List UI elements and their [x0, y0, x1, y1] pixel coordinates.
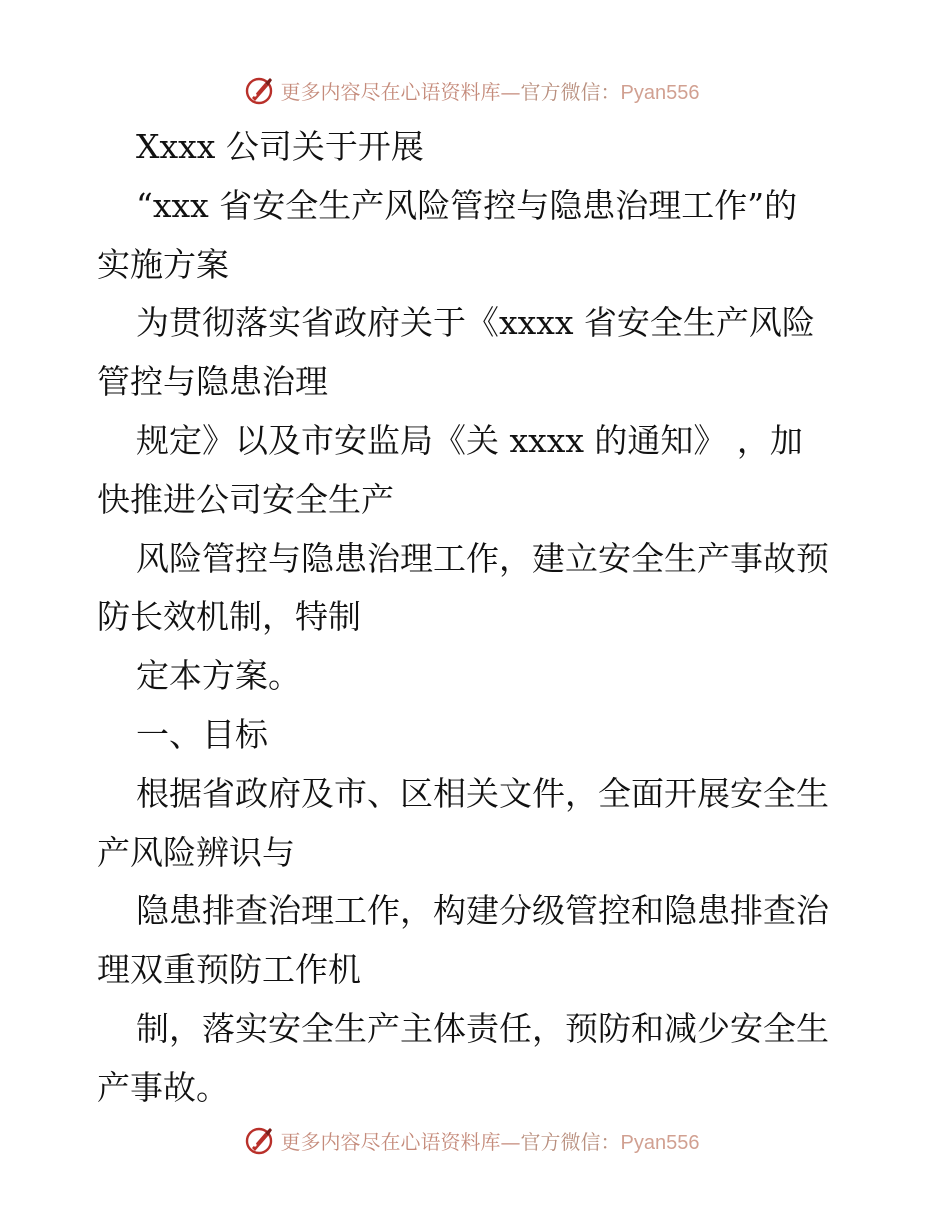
pen-nib-circle-logo-icon — [243, 74, 275, 106]
watermark-main-text: 更多内容尽在心语资料库 — [280, 79, 501, 104]
document-line: 管控与隐患治理 — [97, 362, 328, 402]
document-line: 产事故。 — [97, 1067, 229, 1107]
watermark-wechat-label: 官方微信： — [520, 1129, 621, 1154]
document-line: 实施方案 — [97, 244, 229, 284]
document-line: 理双重预防工作机 — [97, 950, 361, 990]
document-line: 规定》以及市安监局《关 xxxx 的通知》 ，加 — [136, 420, 803, 460]
watermark-dash: — — [500, 1129, 521, 1154]
document-line: 为贯彻落实省政府关于《xxxx 省安全生产风险 — [136, 303, 815, 343]
watermark-text — [281, 1126, 700, 1155]
document-line: 一、目标 — [136, 714, 268, 754]
document-line: 快推进公司安全生产 — [97, 479, 394, 519]
watermark-account: Pyan556 — [620, 81, 700, 104]
footer-watermark-banner — [0, 1120, 950, 1160]
header-watermark-banner — [0, 70, 950, 110]
watermark-wechat-label: 官方微信： — [520, 79, 621, 104]
document-line: 风险管控与隐患治理工作，建立安全生产事故预 — [136, 538, 829, 578]
document-line: 制，落实安全生产主体责任，预防和减少安全生 — [136, 1008, 829, 1048]
document-line: 定本方案。 — [136, 656, 301, 696]
document-line: 防长效机制，特制 — [97, 597, 361, 637]
watermark-main-text: 更多内容尽在心语资料库 — [280, 1129, 501, 1154]
watermark-text — [281, 76, 700, 105]
document-line: 根据省政府及市、区相关文件，全面开展安全生 — [136, 773, 829, 813]
document-line: Xxxx 公司关于开展 — [136, 127, 424, 166]
watermark-account: Pyan556 — [620, 1131, 700, 1154]
pen-nib-circle-logo-icon — [243, 1124, 275, 1156]
document-line: “xxx 省安全生产风险管控与隐患治理工作”的 — [136, 185, 798, 225]
document-line: 隐患排查治理工作，构建分级管控和隐患排查治 — [136, 891, 829, 931]
watermark-dash: — — [500, 79, 521, 104]
document-body — [97, 118, 857, 1118]
document-line: 产风险辨识与 — [97, 832, 295, 872]
